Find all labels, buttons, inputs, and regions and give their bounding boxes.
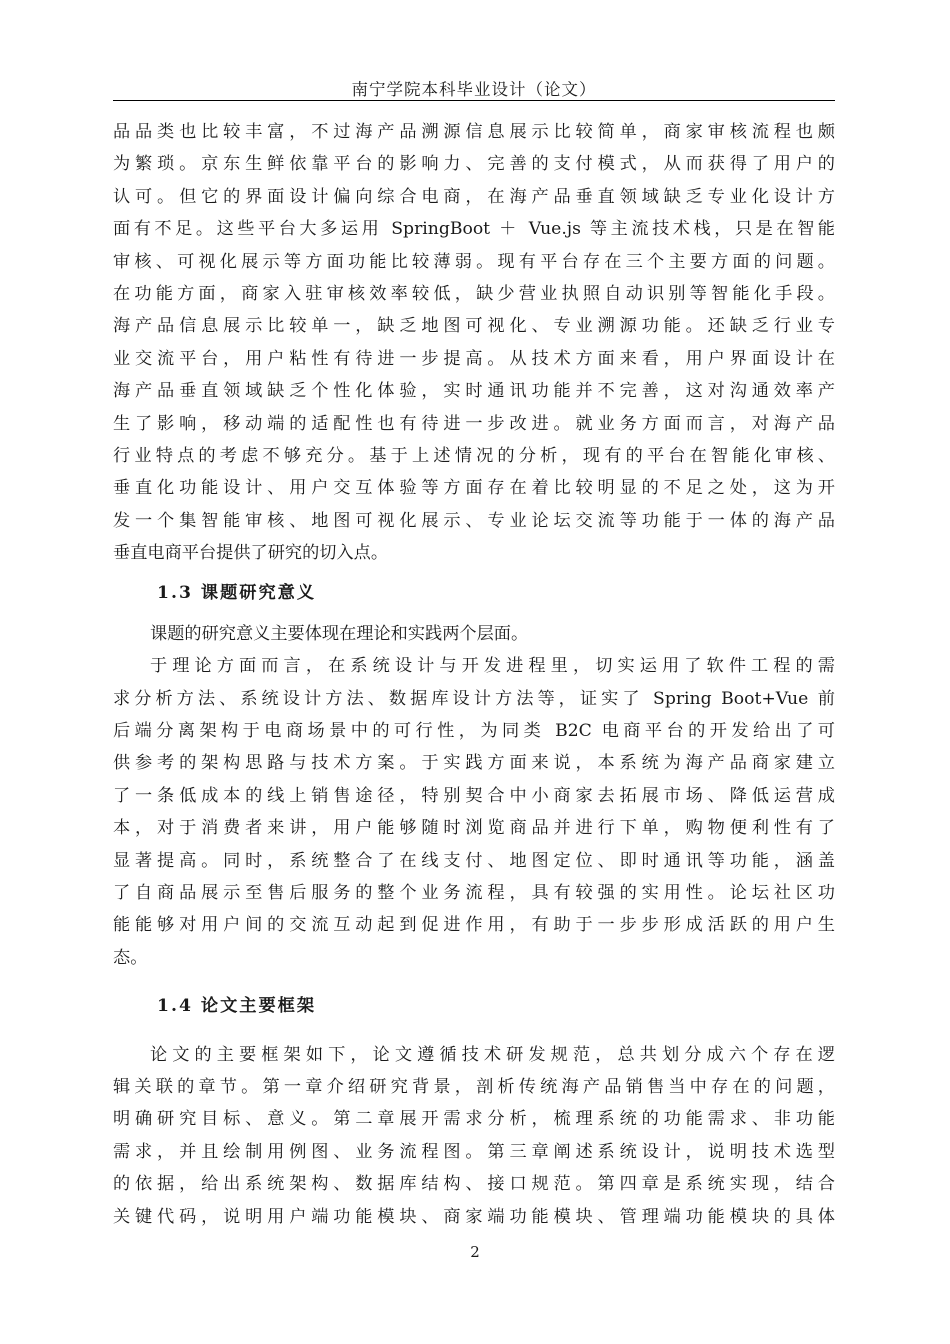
- text-line: 发一个集智能审核、地图可视化展示、专业论坛交流等功能于一体的海产品: [113, 510, 835, 531]
- text-line: 行业特点的考虑不够充分。基于上述情况的分析，现有的平台在智能化审核、: [113, 445, 835, 466]
- text-line: 在功能方面，商家入驻审核效率较低，缺少营业执照自动识别等智能化手段。: [113, 283, 835, 304]
- paragraph-research-significance: [113, 618, 835, 974]
- text-line: 需求，并且绘制用例图、业务流程图。第三章阐述系统设计，说明技术选型: [113, 1141, 835, 1162]
- text-line: 认可。但它的界面设计偏向综合电商，在海产品垂直领域缺乏专业化设计方: [113, 186, 835, 207]
- text-line: 的依据，给出系统架构、数据库结构、接口规范。第四章是系统实现，结合: [113, 1174, 835, 1195]
- text-line: 明确研究目标、意义。第二章展开需求分析，梳理系统的功能需求、非功能: [113, 1109, 835, 1130]
- text-line: 为繁琐。京东生鲜依靠平台的影响力、完善的支付模式，从而获得了用户的: [113, 154, 835, 175]
- section-heading-1-3: 1.3 课题研究意义: [157, 583, 317, 604]
- text-line: 求分析方法、系统设计方法、数据库设计方法等，证实了 Spring Boot+Vue 前: [113, 688, 835, 709]
- paragraph-thesis-framework: [113, 1039, 835, 1233]
- text-line: 本，对于消费者来讲，用户能够随时浏览商品并进行下单，购物便利性有了: [113, 818, 835, 839]
- text-line: 后端分离架构于电商场景中的可行性，为同类 B2C 电商平台的开发给出了可: [113, 721, 835, 742]
- text-line: 显著提高。同时，系统整合了在线支付、地图定位、即时通讯等功能，涵盖: [113, 850, 835, 871]
- text-line: 能能够对用户间的交流互动起到促进作用，有助于一步步形成活跃的用户生: [113, 915, 835, 936]
- page-number: 2: [470, 1243, 480, 1261]
- header-rule: [113, 100, 835, 101]
- text-line: 海产品信息展示比较单一，缺乏地图可视化、专业溯源功能。还缺乏行业专: [113, 316, 835, 337]
- text-line: 了一条低成本的线上销售途径，特别契合中小商家去拓展市场、降低运营成: [113, 785, 835, 806]
- text-line: 审核、可视化展示等方面功能比较薄弱。现有平台存在三个主要方面的问题。: [113, 251, 835, 272]
- text-line: 海产品垂直领域缺乏个性化体验，实时通讯功能并不完善，这对沟通效率产: [113, 381, 835, 402]
- document-body: [113, 116, 835, 1233]
- text-line: 关键代码，说明用户端功能模块、商家端功能模块、管理端功能模块的具体: [113, 1206, 835, 1227]
- paragraph-platform-analysis: [113, 116, 835, 569]
- text-line: 生了影响，移动端的适配性也有待进一步改进。就业务方面而言，对海产品: [113, 413, 835, 434]
- text-line: 课题的研究意义主要体现在理论和实践两个层面。: [150, 623, 529, 644]
- text-line: 垂直电商平台提供了研究的切入点。: [113, 543, 389, 564]
- text-line: 供参考的架构思路与技术方案。于实践方面来说，本系统为海产品商家建立: [113, 753, 835, 774]
- running-header: 南宁学院本科毕业设计（论文）: [351, 80, 597, 99]
- text-line: 辑关联的章节。第一章介绍研究背景，剖析传统海产品销售当中存在的问题，: [113, 1076, 835, 1097]
- text-line: 面有不足。这些平台大多运用 SpringBoot ＋ Vue.js 等主流技术栈，只是在智能: [113, 219, 835, 240]
- text-line: 垂直化功能设计、用户交互体验等方面存在着比较明显的不足之处，这为开: [113, 478, 835, 499]
- text-line: 于理论方面而言，在系统设计与开发进程里，切实运用了软件工程的需: [150, 656, 835, 677]
- text-line: 品品类也比较丰富，不过海产品溯源信息展示比较简单，商家审核流程也颇: [113, 122, 835, 142]
- text-line: 态。: [113, 947, 148, 968]
- text-line: 业交流平台，用户粘性有待进一步提高。从技术方面来看，用户界面设计在: [113, 348, 835, 369]
- text-line: 论文的主要框架如下，论文遵循技术研发规范，总共划分成六个存在逻: [150, 1044, 835, 1065]
- text-line: 了自商品展示至售后服务的整个业务流程，具有较强的实用性。论坛社区功: [113, 882, 835, 903]
- section-heading-1-4: 1.4 论文主要框架: [157, 996, 317, 1017]
